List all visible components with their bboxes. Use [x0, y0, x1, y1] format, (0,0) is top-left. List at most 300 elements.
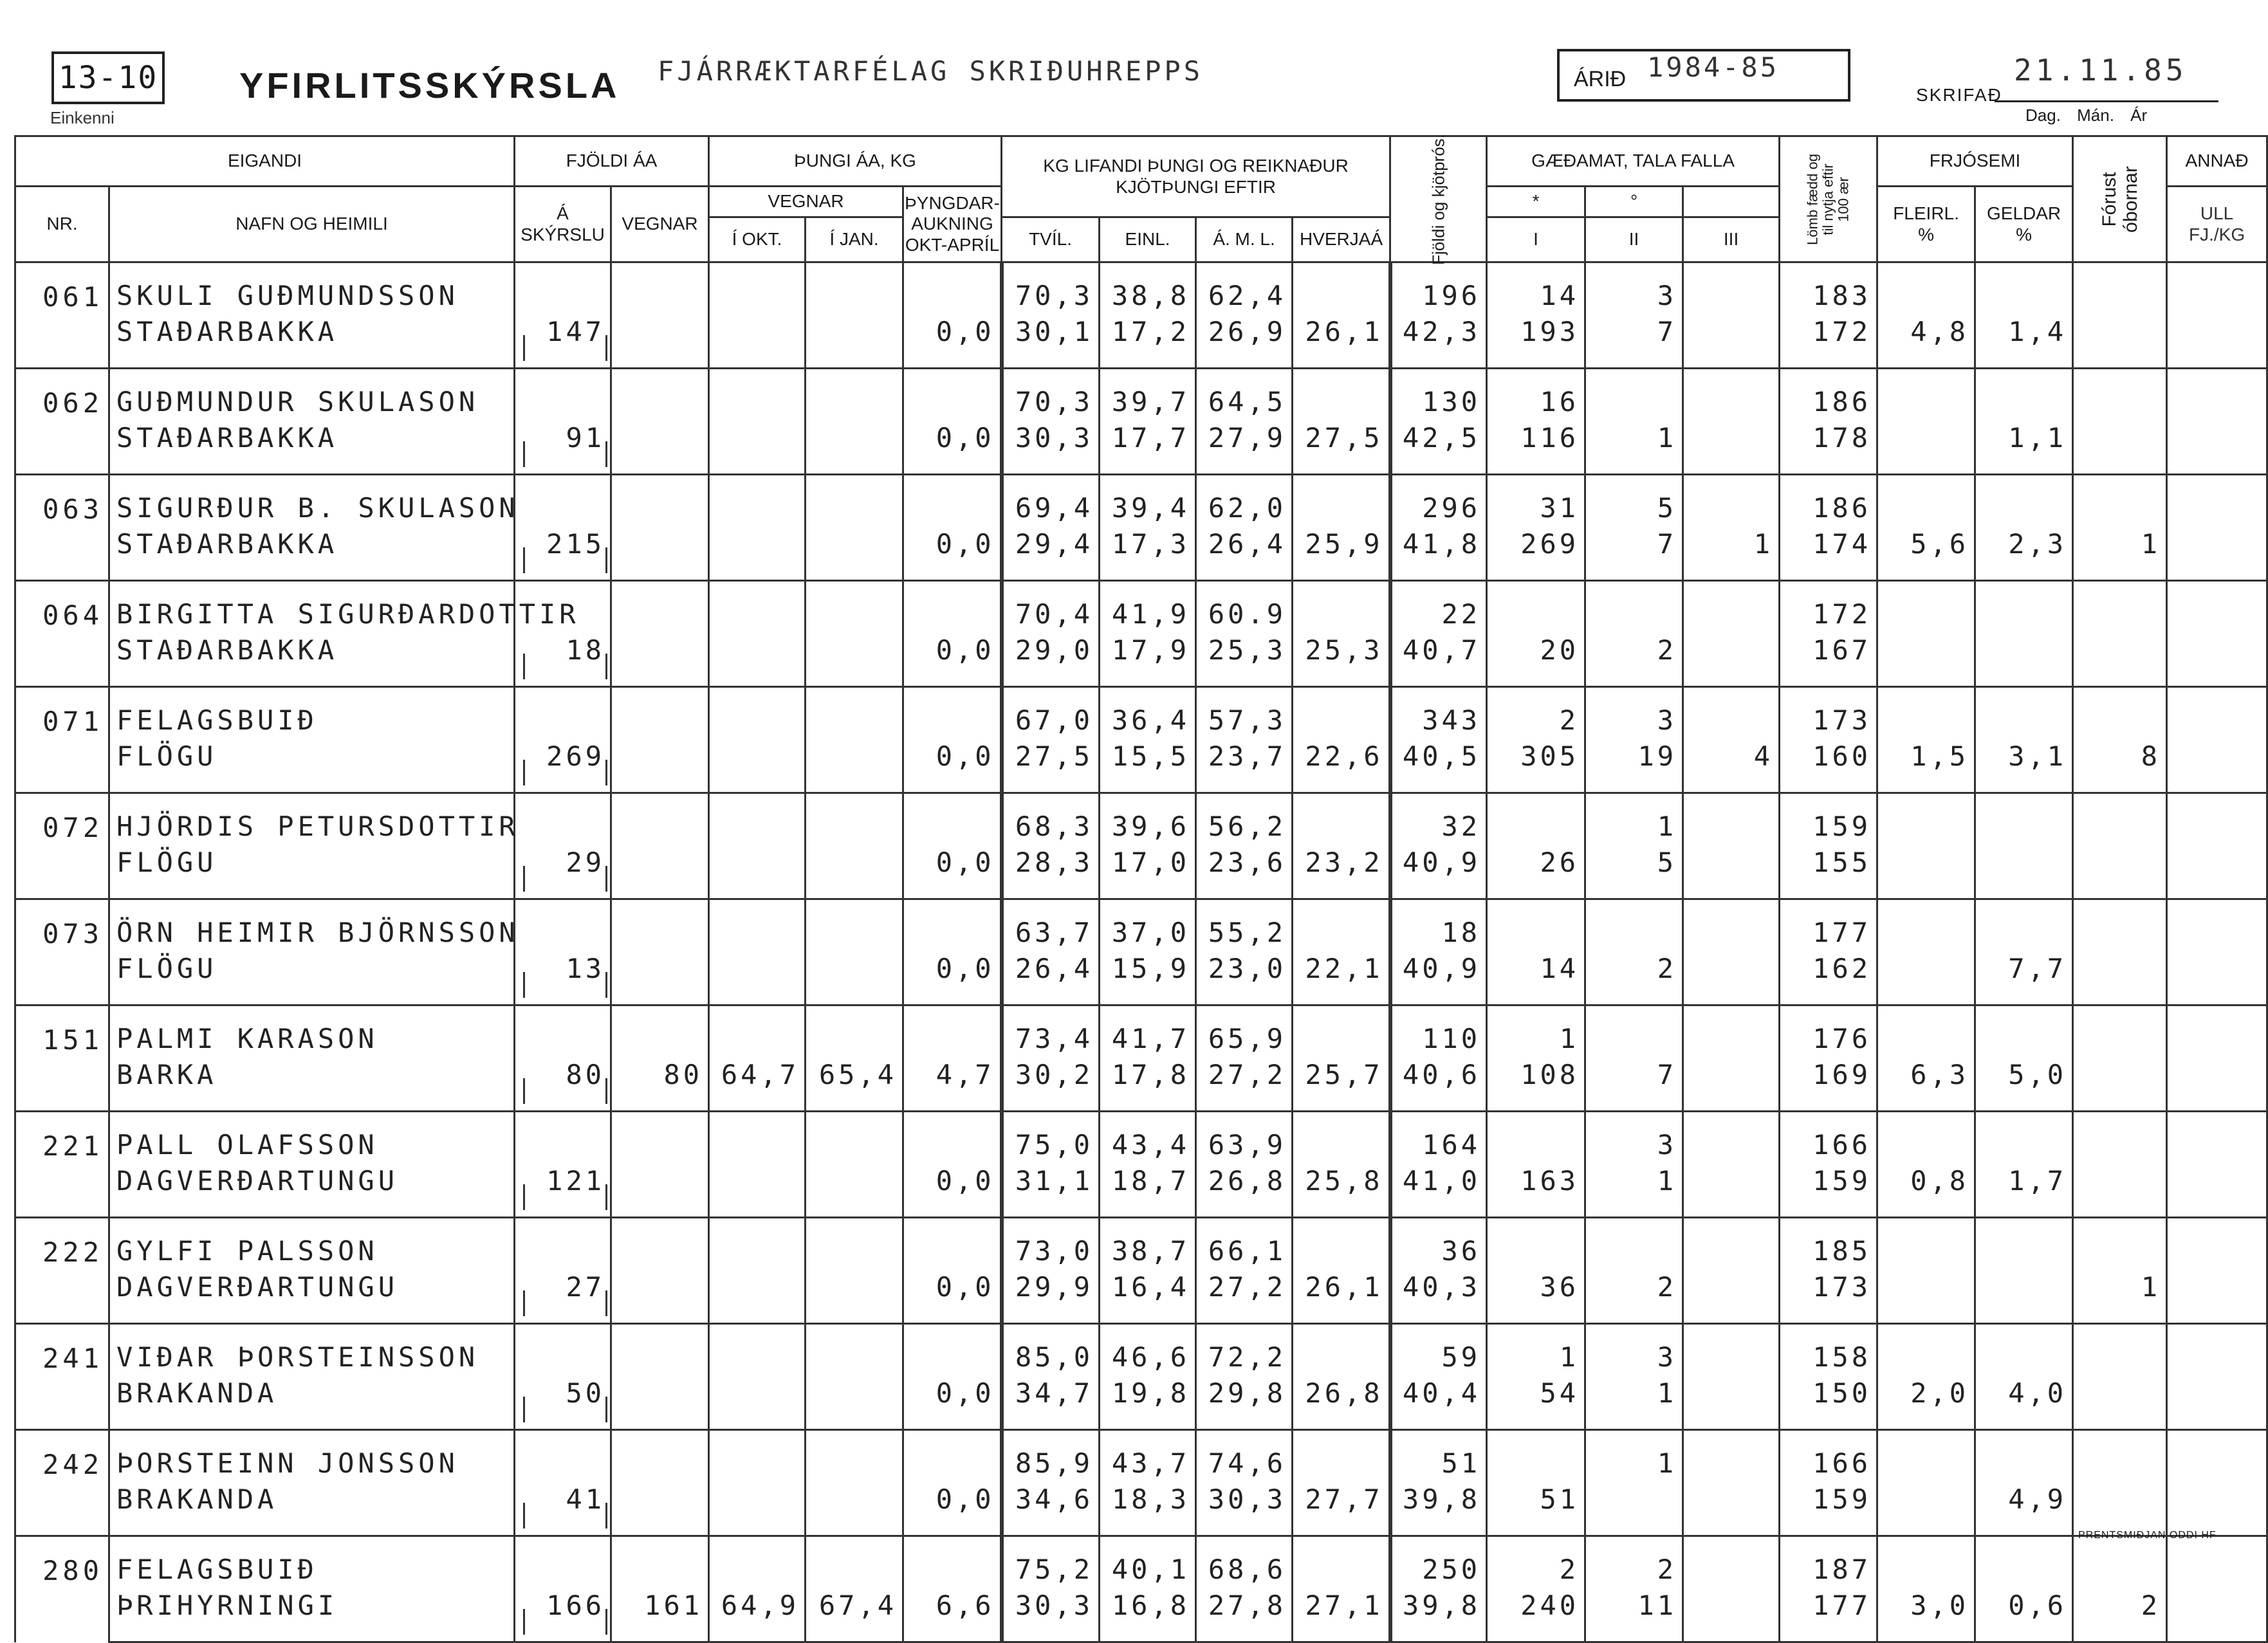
jan-cell	[806, 1218, 903, 1271]
owner-home: DAGVERÐARTUNGU	[109, 1270, 515, 1324]
ewes-weighed: 161	[611, 1588, 709, 1642]
aml-carcass-weight: 23,7	[1196, 739, 1293, 793]
lambs-born: 185	[1780, 1218, 1877, 1271]
lost-cell	[2073, 369, 2167, 421]
oct-cell	[709, 1536, 806, 1589]
meat-percent: 42,3	[1390, 315, 1487, 369]
other-cell	[2167, 1112, 2267, 1164]
twin-live-weight: 70,4	[1002, 581, 1100, 634]
carcass-per-ewe: 27,5	[1293, 421, 1390, 475]
multiple-birth-pct: 4,8	[1877, 315, 1975, 369]
jan-cell	[806, 687, 903, 740]
barren-cell	[1975, 475, 2073, 528]
ewes-on-report: 166	[515, 1588, 611, 1642]
aml-live-weight: 55,2	[1196, 899, 1293, 952]
ewes-on-report: 29	[515, 845, 611, 899]
report-title: YFIRLITSSKÝRSLA	[239, 65, 620, 106]
quality-i: 51	[1487, 1482, 1585, 1536]
other-value	[2167, 315, 2267, 369]
each-cell	[1293, 1430, 1390, 1483]
lambs-born: 187	[1780, 1536, 1877, 1589]
quality-ii-circle	[1585, 581, 1683, 634]
table-row-sub	[15, 1376, 2267, 1430]
multiple-birth-pct: 1,5	[1877, 739, 1975, 793]
meat-percent: 40,9	[1390, 845, 1487, 899]
association-name: FJÁRRÆKTARFÉLAG SKRIÐUHREPPS	[658, 55, 1204, 87]
quality-iii-cell	[1683, 687, 1780, 740]
date-value: 21.11.85	[2014, 53, 2188, 87]
weight-january	[806, 1482, 903, 1536]
gain-cell	[903, 899, 1002, 952]
owner-home: BARKA	[109, 1058, 515, 1112]
lambs-raised: 160	[1780, 739, 1877, 793]
quality-i: 108	[1487, 1058, 1585, 1112]
multiple-cell	[1877, 1112, 1975, 1164]
quality-iii-cell	[1683, 1112, 1780, 1164]
quality-ii: 1	[1585, 1376, 1683, 1430]
q-ii-header: II	[1585, 217, 1683, 262]
table-row	[15, 793, 2267, 846]
barren-pct: 5,0	[1975, 1058, 2073, 1112]
quality-ii-circle	[1585, 369, 1683, 421]
twin-live-weight: 67,0	[1002, 687, 1100, 740]
twin-carcass-weight: 30,3	[1002, 421, 1100, 475]
lost-cell	[2073, 1536, 2167, 1589]
fertility-header: FRJÓSEMI	[1877, 136, 2073, 187]
aml-carcass-weight: 30,3	[1196, 1482, 1293, 1536]
multiple-birth-pct	[1877, 951, 1975, 1005]
twin-carcass-weight: 28,3	[1002, 845, 1100, 899]
multiple-birth-pct	[1877, 1482, 1975, 1536]
each-cell	[1293, 1536, 1390, 1589]
q-circle-header: °	[1585, 187, 1683, 217]
barren-cell	[1975, 687, 2073, 740]
aml-carcass-weight: 23,0	[1196, 951, 1293, 1005]
wool-unit: FJ./KG	[2189, 224, 2245, 244]
weight-october: 64,9	[709, 1588, 806, 1642]
carcass-count: 22	[1390, 581, 1487, 634]
barren-pct: 3,1	[1975, 739, 2073, 793]
weight-october	[709, 1376, 806, 1430]
carcass-count: 296	[1390, 475, 1487, 528]
twin-carcass-weight: 29,0	[1002, 633, 1100, 687]
lost-unborn	[2073, 421, 2167, 475]
lost-unborn	[2073, 633, 2167, 687]
single-carcass-weight: 17,0	[1100, 845, 1196, 899]
summary-table	[14, 135, 2268, 1643]
owner-name: PALL OLAFSSON	[109, 1112, 515, 1164]
quality-iii-cell	[1683, 899, 1780, 952]
weight-gain: 0,0	[903, 421, 1002, 475]
quality-ii: 7	[1585, 315, 1683, 369]
lost-unborn	[2073, 315, 2167, 369]
table-row	[15, 369, 2267, 421]
multiple-unit: %	[1918, 224, 1935, 244]
year-value: 1984-85	[1647, 51, 1780, 83]
each-cell	[1293, 581, 1390, 634]
other-cell	[2167, 899, 2267, 952]
owner-home: ÞRIHYRNINGI	[109, 1588, 515, 1642]
lost-cell	[2073, 793, 2167, 846]
carcass-per-ewe: 25,9	[1293, 527, 1390, 581]
oct-cell	[709, 369, 806, 421]
multiple-cell	[1877, 687, 1975, 740]
lost-unborn	[2073, 845, 2167, 899]
single-carcass-weight: 15,9	[1100, 951, 1196, 1005]
quality-i: 269	[1487, 527, 1585, 581]
quality-i-star: 1	[1487, 1005, 1585, 1058]
count-report-cell	[515, 1324, 611, 1377]
carcass-per-ewe: 25,7	[1293, 1058, 1390, 1112]
single-live-weight: 39,7	[1100, 369, 1196, 421]
other-value	[2167, 1588, 2267, 1642]
quality-iii	[1683, 1376, 1780, 1430]
quality-iii-cell	[1683, 369, 1780, 421]
barren-header	[1975, 187, 2073, 262]
lost-unborn: 1	[2073, 527, 2167, 581]
quality-iii-cell	[1683, 1218, 1780, 1271]
quality-i-star	[1487, 793, 1585, 846]
oct-cell	[709, 1005, 806, 1058]
twin-carcass-weight: 31,1	[1002, 1164, 1100, 1218]
owner-home: STAÐARBAKKA	[109, 633, 515, 687]
quality-i-star: 16	[1487, 369, 1585, 421]
quality-ii: 19	[1585, 739, 1683, 793]
single-live-weight: 39,4	[1100, 475, 1196, 528]
lambs-raised: 159	[1780, 1482, 1877, 1536]
ewes-weighed	[611, 1376, 709, 1430]
barren-pct: 4,0	[1975, 1376, 2073, 1430]
quality-ii-circle: 3	[1585, 262, 1683, 315]
table-row-sub	[15, 1270, 2267, 1324]
quality-iii-cell	[1683, 262, 1780, 315]
single-live-weight: 39,6	[1100, 793, 1196, 846]
entry-number: 242	[15, 1430, 109, 1536]
jan-cell	[806, 793, 903, 846]
weight-january	[806, 951, 903, 1005]
weight-gain: 0,0	[903, 315, 1002, 369]
each-cell	[1293, 369, 1390, 421]
table-row	[15, 1005, 2267, 1058]
lost-unborn	[2073, 1164, 2167, 1218]
aml-live-weight: 74,6	[1196, 1430, 1293, 1483]
single-carcass-weight: 16,4	[1100, 1270, 1196, 1324]
lost-cell	[2073, 687, 2167, 740]
multiple-birth-pct	[1877, 633, 1975, 687]
form-id-box	[51, 51, 165, 104]
lambs-born: 176	[1780, 1005, 1877, 1058]
single-carcass-weight: 18,7	[1100, 1164, 1196, 1218]
lost-cell	[2073, 1005, 2167, 1058]
multiple-cell	[1877, 581, 1975, 634]
weight-october	[709, 739, 806, 793]
table-row-sub	[15, 1164, 2267, 1218]
weight-october	[709, 845, 806, 899]
other-value	[2167, 527, 2267, 581]
lambs-born: 166	[1780, 1430, 1877, 1483]
count-weighed-cell	[611, 793, 709, 846]
written-label: SKRIFAÐ	[1916, 85, 2002, 105]
count-report-cell	[515, 262, 611, 315]
table-row-sub	[15, 1588, 2267, 1642]
count-report-cell	[515, 1005, 611, 1058]
carcass-count: 343	[1390, 687, 1487, 740]
table-row-sub	[15, 951, 2267, 1005]
quality-header: GÆÐAMAT, TALA FALLA	[1487, 136, 1780, 187]
owner-name: ÞORSTEINN JONSSON	[109, 1430, 515, 1483]
carcass-per-ewe: 26,1	[1293, 1270, 1390, 1324]
weight-january	[806, 315, 903, 369]
quality-iii	[1683, 315, 1780, 369]
other-cell	[2167, 1324, 2267, 1377]
other-header: ANNAÐ	[2167, 136, 2267, 187]
owner-home: STAÐARBAKKA	[109, 315, 515, 369]
gain-cell	[903, 262, 1002, 315]
lost-unborn	[2073, 1482, 2167, 1536]
other-cell	[2167, 1005, 2267, 1058]
ewes-weighed	[611, 421, 709, 475]
table-row-sub	[15, 527, 2267, 581]
multiple-cell	[1877, 1430, 1975, 1483]
ewes-weighed	[611, 1482, 709, 1536]
ewes-weighed	[611, 1270, 709, 1324]
single-carcass-weight: 18,3	[1100, 1482, 1196, 1536]
lambs-born: 166	[1780, 1112, 1877, 1164]
quality-ii: 1	[1585, 1164, 1683, 1218]
gain-cell	[903, 1536, 1002, 1589]
owner-home: BRAKANDA	[109, 1482, 515, 1536]
meat-percent: 40,9	[1390, 951, 1487, 1005]
weight-gain: 0,0	[903, 633, 1002, 687]
weight-january	[806, 1164, 903, 1218]
single-carcass-weight: 16,8	[1100, 1588, 1196, 1642]
other-cell	[2167, 1430, 2267, 1483]
carcass-per-ewe: 23,2	[1293, 845, 1390, 899]
aml-carcass-weight: 26,8	[1196, 1164, 1293, 1218]
count-weighed-cell	[611, 1218, 709, 1271]
weighed-header: VEGNAR	[709, 187, 903, 217]
count-weighed-header: VEGNAR	[611, 187, 709, 262]
quality-ii-circle	[1585, 899, 1683, 952]
each-cell	[1293, 262, 1390, 315]
weight-october	[709, 633, 806, 687]
twin-carcass-weight: 30,3	[1002, 1588, 1100, 1642]
twin-live-weight: 75,2	[1002, 1536, 1100, 1589]
weight-october	[709, 1482, 806, 1536]
wool-header	[2167, 187, 2267, 262]
multiple-cell	[1877, 793, 1975, 846]
quality-ii: 11	[1585, 1588, 1683, 1642]
other-cell	[2167, 581, 2267, 634]
table-row	[15, 1536, 2267, 1589]
aml-live-weight: 60.9	[1196, 581, 1293, 634]
weight-january	[806, 1270, 903, 1324]
single-carcass-weight: 17,3	[1100, 527, 1196, 581]
carcass-count: 164	[1390, 1112, 1487, 1164]
quality-ii: 7	[1585, 527, 1683, 581]
count-report-cell	[515, 1218, 611, 1271]
carcass-count: 51	[1390, 1430, 1487, 1483]
owner-home: STAÐARBAKKA	[109, 527, 515, 581]
jan-cell	[806, 1536, 903, 1589]
quality-iii	[1683, 1588, 1780, 1642]
name-home-header: NAFN OG HEIMILI	[109, 187, 515, 262]
quality-ii-circle	[1585, 1218, 1683, 1271]
weight-january	[806, 1376, 903, 1430]
twin-live-weight: 68,3	[1002, 793, 1100, 846]
single-carcass-weight: 15,5	[1100, 739, 1196, 793]
gain-cell	[903, 1112, 1002, 1164]
lambs-raised: 178	[1780, 421, 1877, 475]
carcass-count: 59	[1390, 1324, 1487, 1377]
aml-carcass-weight: 29,8	[1196, 1376, 1293, 1430]
count-weighed-cell	[611, 687, 709, 740]
count-report-cell	[515, 1536, 611, 1589]
weight-october	[709, 421, 806, 475]
ewes-weighed	[611, 739, 709, 793]
single-live-weight: 40,1	[1100, 1536, 1196, 1589]
table-row	[15, 1112, 2267, 1164]
weight-header: ÞUNGI ÁA, KG	[709, 136, 1002, 187]
gain-cell	[903, 581, 1002, 634]
gain-cell	[903, 475, 1002, 528]
oct-cell	[709, 687, 806, 740]
quality-iii: 1	[1683, 527, 1780, 581]
lambs-born: 173	[1780, 687, 1877, 740]
aml-carcass-weight: 27,9	[1196, 421, 1293, 475]
jan-cell	[806, 1324, 903, 1377]
quality-i-star: 2	[1487, 687, 1585, 740]
quality-iii-cell	[1683, 1430, 1780, 1483]
single-live-weight: 36,4	[1100, 687, 1196, 740]
quality-i: 305	[1487, 739, 1585, 793]
quality-i-star: 31	[1487, 475, 1585, 528]
lost-cell	[2073, 899, 2167, 952]
quality-iii-cell	[1683, 1324, 1780, 1377]
carcass-count: 18	[1390, 899, 1487, 952]
quality-i: 36	[1487, 1270, 1585, 1324]
lambs-born: 186	[1780, 475, 1877, 528]
owner-home: FLÖGU	[109, 951, 515, 1005]
other-value	[2167, 1376, 2267, 1430]
count-weighed-cell	[611, 1112, 709, 1164]
quality-iii-cell	[1683, 475, 1780, 528]
quality-i: 54	[1487, 1376, 1585, 1430]
meat-percent: 42,5	[1390, 421, 1487, 475]
other-value	[2167, 1164, 2267, 1218]
multiple-birth-pct: 3,0	[1877, 1588, 1975, 1642]
quality-i-star: 2	[1487, 1536, 1585, 1589]
live-weight-header: KG LIFANDI ÞUNGI OG REIKNAÐUR KJÖTÞUNGI EFTIR	[1002, 136, 1390, 217]
lambs-raised: 167	[1780, 633, 1877, 687]
multiple-cell	[1877, 1536, 1975, 1589]
each-cell	[1293, 687, 1390, 740]
single-live-weight: 37,0	[1100, 899, 1196, 952]
quality-i: 20	[1487, 633, 1585, 687]
single-live-weight: 38,8	[1100, 262, 1196, 315]
oct-cell	[709, 1218, 806, 1271]
owner-name: HJÖRDIS PETURSDOTTIR	[109, 793, 515, 846]
barren-pct: 4,9	[1975, 1482, 2073, 1536]
lost-cell	[2073, 475, 2167, 528]
quality-i: 26	[1487, 845, 1585, 899]
quality-ii: 2	[1585, 633, 1683, 687]
ewes-weighed: 80	[611, 1058, 709, 1112]
single-carcass-weight: 17,9	[1100, 633, 1196, 687]
owner-name: FELAGSBUIÐ	[109, 687, 515, 740]
aml-carcass-weight: 26,9	[1196, 315, 1293, 369]
aml-header: Á. M. L.	[1196, 217, 1293, 262]
carcass-count: 110	[1390, 1005, 1487, 1058]
quality-ii-circle: 1	[1585, 793, 1683, 846]
quality-iii-cell	[1683, 581, 1780, 634]
multiple-header	[1877, 187, 1975, 262]
quality-i: 14	[1487, 951, 1585, 1005]
each-cell	[1293, 899, 1390, 952]
quality-ii	[1585, 1482, 1683, 1536]
quality-i-star	[1487, 1430, 1585, 1483]
barren-pct: 2,3	[1975, 527, 2073, 581]
entry-number: 064	[15, 581, 109, 687]
oct-cell	[709, 262, 806, 315]
weight-gain: 0,0	[903, 1270, 1002, 1324]
single-carcass-weight: 17,7	[1100, 421, 1196, 475]
barren-cell	[1975, 1430, 2073, 1483]
single-header: EINL.	[1100, 217, 1196, 262]
table-row	[15, 475, 2267, 528]
ewes-weighed	[611, 845, 709, 899]
carcass-count: 32	[1390, 793, 1487, 846]
owner-home: FLÖGU	[109, 739, 515, 793]
gain-cell	[903, 1218, 1002, 1271]
entry-number: 073	[15, 899, 109, 1005]
lambs-header	[1780, 136, 1877, 262]
table-row-sub	[15, 421, 2267, 475]
other-cell	[2167, 1218, 2267, 1271]
gain-cell	[903, 793, 1002, 846]
barren-cell	[1975, 793, 2073, 846]
entry-number: 062	[15, 369, 109, 475]
each-cell	[1293, 793, 1390, 846]
ewes-weighed	[611, 951, 709, 1005]
aml-live-weight: 62,0	[1196, 475, 1293, 528]
lambs-raised: 173	[1780, 1270, 1877, 1324]
count-weighed-cell	[611, 475, 709, 528]
table-row	[15, 687, 2267, 740]
multiple-birth-pct	[1877, 845, 1975, 899]
jan-cell	[806, 1005, 903, 1058]
lambs-raised: 159	[1780, 1164, 1877, 1218]
count-pct-header	[1390, 133, 1487, 265]
quality-i-star	[1487, 1112, 1585, 1164]
aml-live-weight: 68,6	[1196, 1536, 1293, 1589]
quality-i-star	[1487, 581, 1585, 634]
ewes-on-report: 91	[515, 421, 611, 475]
count-report-cell	[515, 899, 611, 952]
carcass-per-ewe: 22,1	[1293, 951, 1390, 1005]
ewes-weighed	[611, 1164, 709, 1218]
ewes-on-report: 13	[515, 951, 611, 1005]
twin-carcass-weight: 26,4	[1002, 951, 1100, 1005]
date-line	[1995, 100, 2218, 102]
twin-carcass-weight: 27,5	[1002, 739, 1100, 793]
twin-header: TVÍL.	[1002, 217, 1100, 262]
ewes-on-report: 80	[515, 1058, 611, 1112]
count-weighed-cell	[611, 1005, 709, 1058]
barren-cell	[1975, 899, 2073, 952]
carcass-count: 250	[1390, 1536, 1487, 1589]
count-weighed-cell	[611, 899, 709, 952]
